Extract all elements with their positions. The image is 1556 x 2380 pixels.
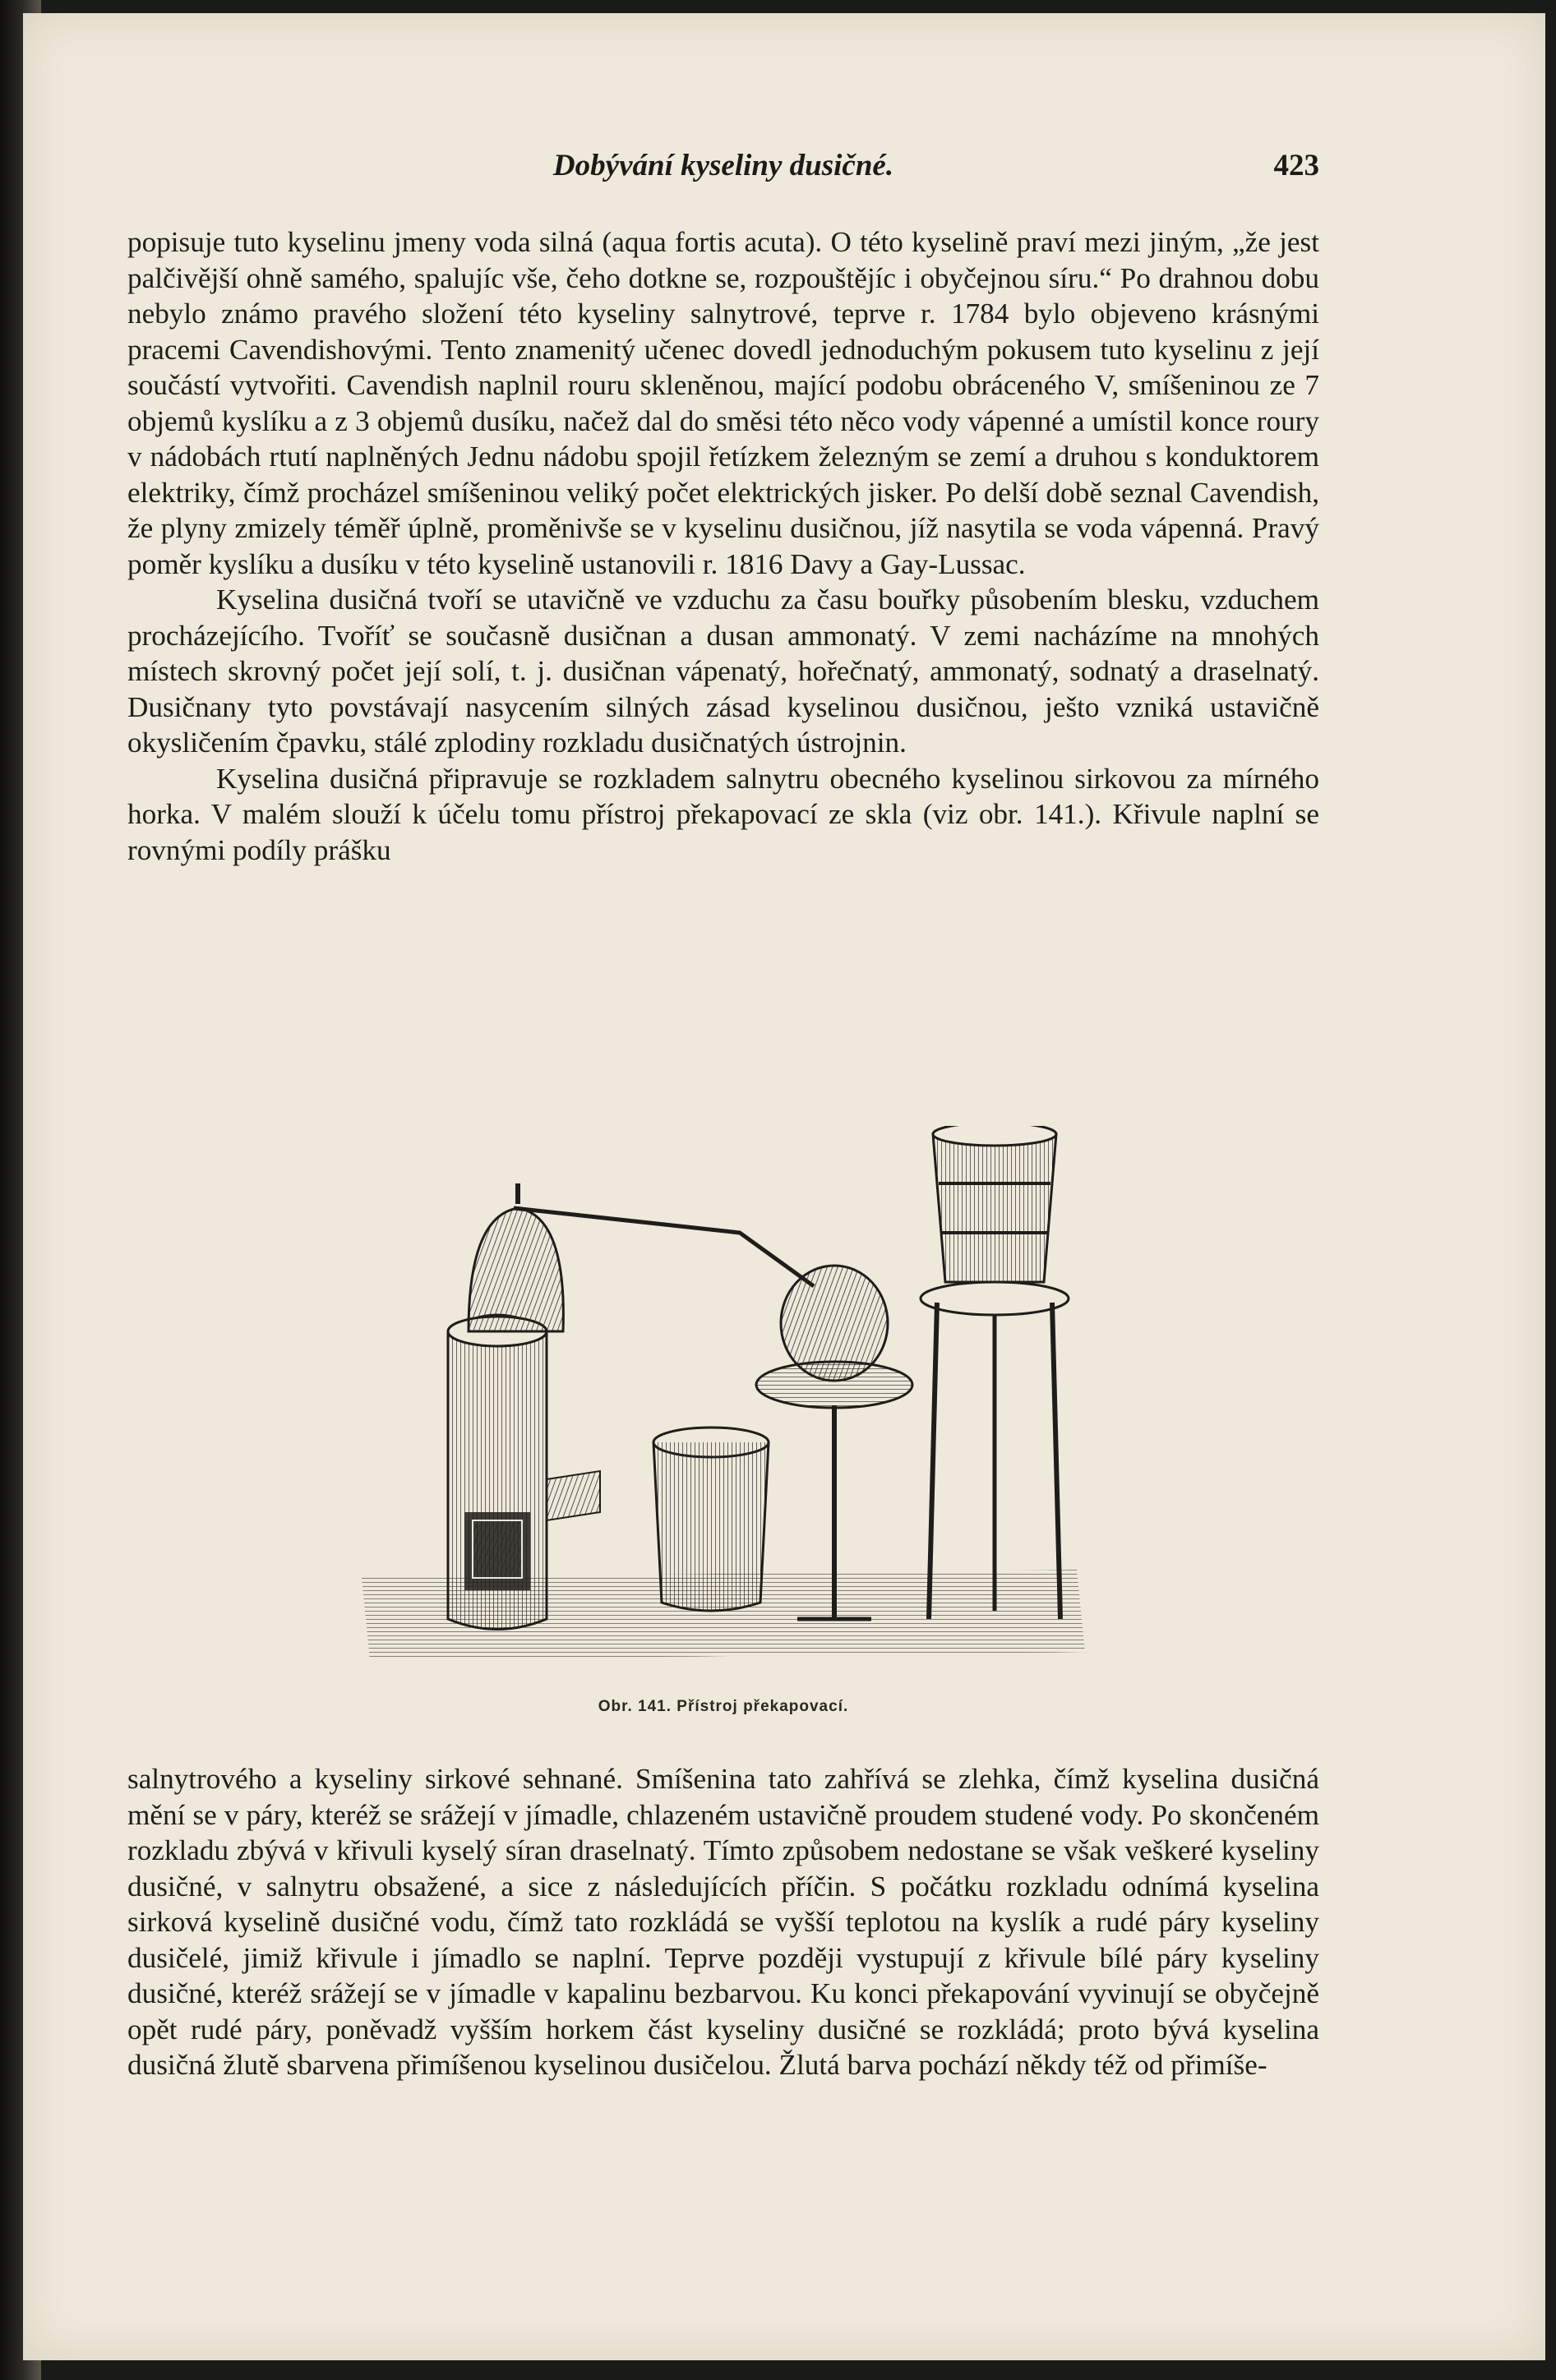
page-number: 423 bbox=[1273, 149, 1319, 182]
receiver-flask bbox=[756, 1266, 912, 1619]
paragraph: popisuje tuto kyselinu jmeny voda silná (aqua fortis acuta). O této kyselině praví mezi jiným, „že jest palčivější ohně samého, spalujíc vše, čeho dotkne se, rozpouštějíc i obyčejnou síru.“ Po drahnou dobu nebylo známo pravého složení této kyseliny salnytrové, teprve r. 1784 bylo objeveno krásnými pracemi Cavendishovými. Tento znamenitý učenec dovedl jednoduchým pokusem tuto kyselinu z její součástí vytvořiti. Cavendish naplnil rouru skleněnou, mající podobu obráceného V, smíšeninou ze 7 objemů kyslíku a z 3 objemů dusíku, načež dal do směsi této něco vody vápenné a umístil konce roury v nádobách rtutí naplněných Jednu nádobu spojil řetízkem železným se zemí a druhou s konduktorem elektriky, čímž procházel smíšeninou veliký počet elektrických jisker. Po delší době seznal Cavendish, že plyny zmizely téměř úplně, proměnivše se v kyselinu dusičnou, jíž nasytila se voda vápenná. Pravý poměr kyslíku a dusíku v této kyselině ustanovili r. 1816 Davy a Gay-Lussac. bbox=[127, 226, 1319, 580]
paragraph: Kyselina dusičná tvoří se utavičně ve vzduchu za času bouřky působením blesku, vzduchem procházejícího. Tvoříť se současně dusičnan a dusan ammonatý. V zemi nacházíme na mnohých místech skrovný počet její solí, t. j. dusičnan vápenatý, hořečnatý, ammonatý, sodnatý a draselnatý. Dusičnany tyto povstávají nasycením silných zásad kyselinou dusičnou, ješto vzniká ustavičně okysličením čpavku, stálé zplodiny rozkladu dusičnatých ústrojnin. bbox=[127, 583, 1319, 759]
figure-caption: Obr. 141. Přístroj překapovací. bbox=[598, 1698, 849, 1715]
text-block-bottom bbox=[127, 1761, 1319, 2083]
retort bbox=[469, 1183, 814, 1331]
stand-with-bucket bbox=[921, 1126, 1069, 1619]
running-title: Dobývání kyseliny dusičné. bbox=[552, 149, 894, 182]
text-block-top bbox=[127, 224, 1319, 868]
engraving-svg bbox=[353, 1126, 1093, 1668]
paragraph: Kyselina dusičná připravuje se rozkladem salnytru obecného kyselinou sirkovou za mírného horka. V malém slouží k účelu tomu přístroj překapovací ze skla (viz obr. 141.). Křivule naplní se rovnými podíly prášku bbox=[127, 762, 1319, 866]
water-tub-small bbox=[653, 1428, 769, 1611]
paragraph: salnytrového a kyseliny sirkové sehnané. Smíšenina tato zahřívá se zlehka, čímž kyselina dusičná mění se v páry, kteréž se srážejí v jímadle, chlazeném ustavičně proudem studené vody. Po skončeném rozkladu zbývá v křivuli kyselý síran draselnatý. Tímto způsobem nedostane se však veškeré kyseliny dusičné, v salnytru obsažené, a sice z následujících příčin. S počátku rozkladu odnímá kyselina sirková kyselině dusičné vodu, čímž tato rozkládá se vyšší teplotou na kyslík a rudé páry kyseliny dusičelé, jimiž křivule i jímadlo se naplní. Teprve později vystupují z křivule bílé páry kyseliny dusičné, kteréž srážejí se v jímadle v kapalinu bezbarvou. Ku konci překapování vyvinují se obyčejně opět rudé páry, poněvadž vyšším horkem část kyseliny dusičné se rozkládá; proto bývá kyselina dusičná žlutě sbarvena přimíšenou kyselinou dusičelou. Žlutá barva pochází někdy též od přimíše- bbox=[127, 1763, 1319, 2081]
distillation-apparatus-illustration bbox=[353, 1126, 1093, 1668]
page-header bbox=[127, 148, 1319, 197]
